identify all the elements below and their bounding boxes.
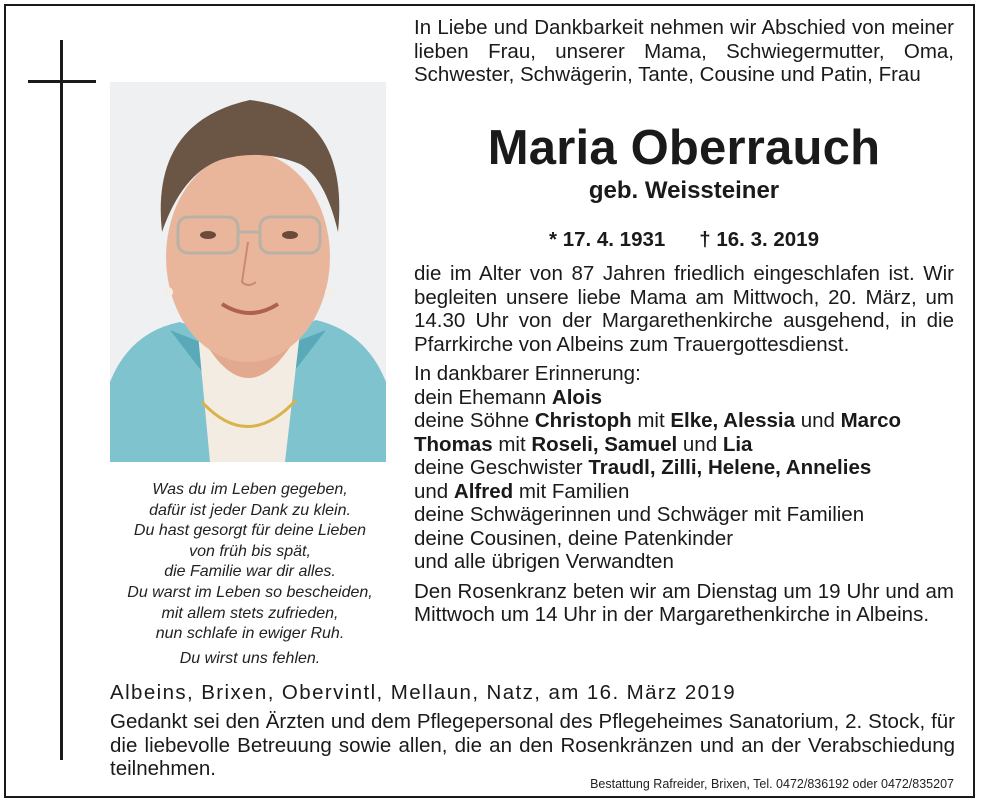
mourner-name: Roseli, Samuel [531, 432, 678, 456]
mourner-connector: mit Familien [518, 479, 630, 503]
cross-icon-bar [28, 80, 96, 83]
mourner-sons-line-1 [414, 409, 954, 433]
obituary-body [414, 262, 954, 627]
mourner-prefix: deine Söhne [414, 409, 530, 432]
mourner-connector: und [682, 432, 718, 456]
mourner-name: Elke, Alessia [670, 409, 795, 432]
poem-line: von früh bis spät, [189, 542, 311, 560]
funeral-home-credit: Bestattung Rafreider, Brixen, Tel. 0472/836192 oder 0472/835207 [590, 777, 954, 791]
mourner-connector: und [800, 409, 835, 432]
thanks-text: Gedankt sei den Ärzten und dem Pflegepersonal des Pflegeheimes Sanatorium, 2. Stock, für die liebevolle Betreuung sowie allen, die an den Rosenkränzen und an der Verabschiedung teilnehmen. [110, 710, 955, 780]
mourner-connector: mit [637, 409, 665, 432]
poem-line: nun schlafe in ewiger Ruh. [155, 625, 345, 643]
poem-line: Du warst im Leben so bescheiden, [127, 583, 373, 601]
mourner-others: und alle übrigen Verwandten [414, 550, 674, 573]
places-date-line: Albeins, Brixen, Obervintl, Mellaun, Natz, am 16. März 2019 [110, 681, 737, 704]
mourner-prefix: dein Ehemann [414, 385, 547, 409]
poem-line: dafür ist jeder Dank zu klein. [149, 501, 351, 519]
mourner-connector: mit [498, 432, 526, 456]
mourner-name: Alois [551, 385, 603, 409]
rosary-text: Den Rosenkranz beten wir am Dienstag um 19 Uhr und am Mittwoch um 14 Uhr in der Margarethenkirche in Albeins. [414, 579, 954, 626]
maiden-name: geb. Weissteiner [588, 177, 780, 204]
mourner-connector: und [414, 479, 449, 503]
poem-line: Du hast gesorgt für deine Lieben [133, 522, 367, 540]
mourner-prefix: deine Geschwister [414, 456, 583, 479]
mourner-name: Traudl, Zilli, Helene, Annelies [588, 456, 872, 479]
poem-line: die Familie war dir alles. [164, 563, 336, 581]
portrait-illustration [110, 82, 386, 462]
poem-line: mit allem stets zufrieden, [161, 604, 339, 622]
mourner-siblings-line-1 [414, 456, 954, 480]
portrait-photo [110, 82, 386, 462]
mourner-siblings-line-2 [414, 480, 954, 504]
mourner-husband [414, 386, 954, 410]
mourner-in-laws: deine Schwägerinnen und Schwäger mit Familien [414, 503, 865, 526]
intro-text: In Liebe und Dankbarkeit nehmen wir Abschied von meiner lieben Frau, unserer Mama, Schwiegermutter, Oma, Schwester, Schwägerin, Tante, Cousine und Patin, Frau [414, 16, 954, 86]
cross-icon [60, 40, 63, 760]
mourner-sons-line-2 [414, 433, 954, 457]
mourner-cousins: deine Cousinen, deine Patenkinder [414, 526, 734, 550]
mourner-name: Christoph [534, 409, 632, 432]
poem [102, 480, 398, 669]
announcement-text: die im Alter von 87 Jahren friedlich eingeschlafen ist. Wir begleiten unsere liebe Mama am Mittwoch, 20. März, um 14.30 Uhr von der Margarethenkirche ausgehend, in die Pfarrkirche von Albeins zum Trauergottesdienst. [414, 262, 954, 356]
mourner-name: Thomas [414, 432, 493, 456]
deceased-name: Maria Oberrauch [487, 121, 881, 175]
mourner-name: Marco [840, 409, 901, 432]
death-date: † 16. 3. 2019 [699, 228, 819, 251]
poem-line: Was du im Leben gegeben, [152, 481, 348, 498]
poem-line: Du wirst uns fehlen. [179, 649, 321, 667]
birth-date: * 17. 4. 1931 [549, 228, 666, 251]
mourner-name: Lia [722, 432, 753, 456]
life-dates [414, 226, 954, 254]
mourner-name: Alfred [453, 479, 514, 503]
remembrance-intro: In dankbarer Erinnerung: [414, 362, 641, 385]
